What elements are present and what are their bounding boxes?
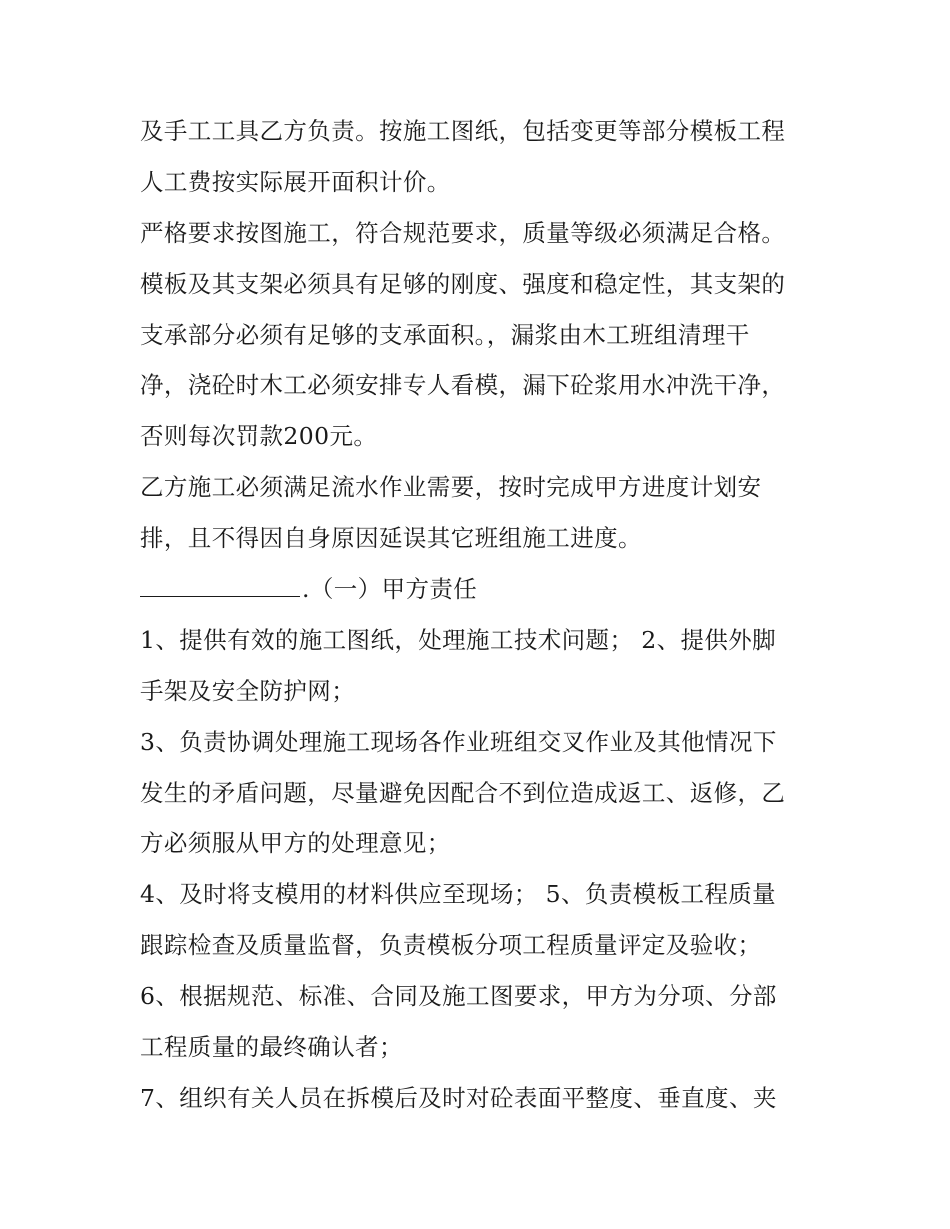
text-line: 7、组织有关人员在拆模后及时对砼表面平整度、垂直度、夹 (140, 1083, 777, 1112)
text-line: 1、提供有效的施工图纸，处理施工技术问题； 2、提供外脚 (140, 625, 777, 654)
text-line: 6、根据规范、标准、合同及施工图要求，甲方为分项、分部 (140, 982, 777, 1011)
text-line: 人工费按实际展开面积计价。 (140, 167, 451, 196)
text-line: 支承部分必须有足够的支承面积。，漏浆由木工班组清理干 (140, 320, 750, 349)
text-line: 乙方施工必须满足流水作业需要，按时完成甲方进度计划安 (140, 473, 762, 502)
text-line: 发生的矛盾问题，尽量避免因配合不到位造成返工、返修，乙 (140, 778, 786, 807)
text-line: 模板及其支架必须具有足够的刚度、强度和稳定性，其支架的 (140, 269, 786, 298)
text-line: 否则每次罚款200元。 (140, 422, 378, 451)
text-line: 手架及安全防护网； (140, 676, 356, 705)
text-line: 跟踪检查及质量监督，负责模板分项工程质量评定及验收； (140, 931, 762, 960)
section-heading-line (140, 564, 820, 615)
text-line: 3、负责协调处理施工现场各作业班组交叉作业及其他情况下 (140, 727, 777, 756)
text-line: 4、及时将支模用的材料供应至现场； 5、负责模板工程质量 (140, 880, 777, 909)
text-line: 工程质量的最终确认者； (140, 1033, 403, 1062)
blank-underline (140, 568, 300, 597)
text-line: 净，浇砼时木工必须安排专人看模，漏下砼浆用水冲洗干净， (140, 371, 786, 400)
text-line: 方必须服从甲方的处理意见； (140, 829, 451, 858)
text-line: 排，且不得因自身原因延误其它班组施工进度。 (140, 524, 642, 553)
document-body (140, 106, 820, 1124)
section-heading: .（一）甲方责任 (302, 575, 478, 604)
text-line: 及手工工具乙方负责。按施工图纸，包括变更等部分模板工程 (140, 117, 786, 145)
text-line: 严格要求按图施工，符合规范要求，质量等级必须满足合格。 (140, 218, 786, 247)
